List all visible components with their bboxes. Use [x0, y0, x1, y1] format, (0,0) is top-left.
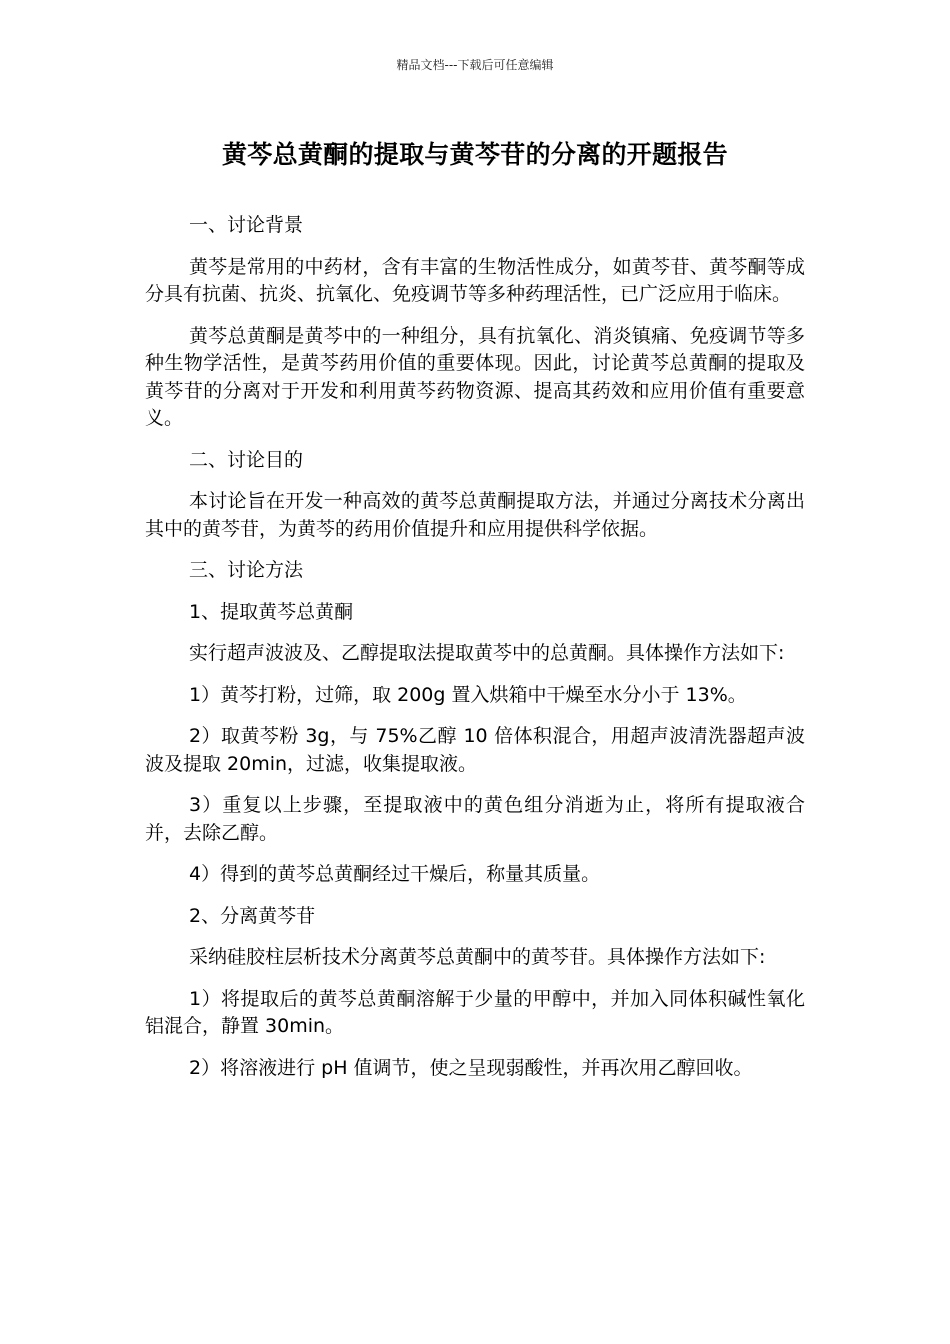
paragraph: 黄芩是常用的中药材，含有丰富的生物活性成分，如黄芩苷、黄芩酮等成分具有抗菌、抗炎、抗氧化、免疫调节等多种药理活性，已广泛应用于临床。 [145, 255, 805, 305]
step-item: 4）得到的黄芩总黄酮经过干燥后，称量其质量。 [189, 863, 601, 885]
step-item: 2）将溶液进行 pH 值调节，使之呈现弱酸性，并再次用乙醇回收。 [189, 1056, 753, 1079]
document-body [145, 212, 805, 1096]
subsection-heading-separation: 2、分离黄芩苷 [189, 904, 316, 927]
document-title: 黄芩总黄酮的提取与黄芩苷的分离的开题报告 [221, 140, 728, 169]
step-item: 2）取黄芩粉 3g，与 75%乙醇 10 倍体积混合，用超声波清洗器超声波波及提取 20min，过滤，收集提取液。 [145, 725, 805, 775]
section-heading-background: 一、讨论背景 [189, 214, 304, 236]
section-heading-purpose: 二、讨论目的 [189, 448, 304, 471]
paragraph: 本讨论旨在开发一种高效的黄芩总黄酮提取方法，并通过分离技术分离出其中的黄芩苷，为黄芩的药用价值提升和应用提供科学依据。 [145, 490, 805, 540]
section-heading-methods: 三、讨论方法 [189, 559, 304, 581]
page-header: 精品文档---下载后可任意编辑 [396, 58, 554, 72]
subsection-heading-extraction: 1、提取黄芩总黄酮 [189, 600, 354, 623]
paragraph: 实行超声波波及、乙醇提取法提取黄芩中的总黄酮。具体操作方法如下: [189, 642, 785, 664]
step-item: 1）将提取后的黄芩总黄酮溶解于少量的甲醇中，并加入同体积碱性氧化铝混合，静置 30min。 [145, 987, 805, 1037]
step-item: 1）黄芩打粉，过筛，取 200g 置入烘箱中干燥至水分小于 13%。 [189, 683, 747, 706]
paragraph: 黄芩总黄酮是黄芩中的一种组分，具有抗氧化、消炎镇痛、免疫调节等多种生物学活性，是黄芩药用价值的重要体现。因此，讨论黄芩总黄酮的提取及黄芩苷的分离对于开发和利用黄芩药物资源、提高其药效和应用价值有重要意义。 [145, 324, 805, 429]
paragraph: 采纳硅胶柱层析技术分离黄芩总黄酮中的黄芩苷。具体操作方法如下: [189, 946, 766, 968]
step-item: 3）重复以上步骤，至提取液中的黄色组分消逝为止，将所有提取液合并，去除乙醇。 [145, 794, 805, 844]
